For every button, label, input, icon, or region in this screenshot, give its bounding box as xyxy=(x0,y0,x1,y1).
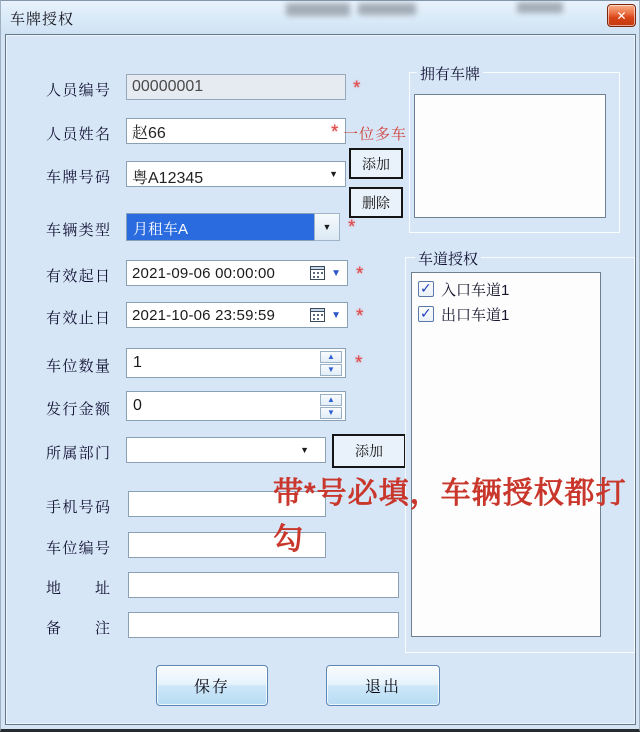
required-asterisk: * xyxy=(331,122,339,143)
valid-from-label: 有效起日 xyxy=(46,268,110,285)
lane-auth-listbox[interactable] xyxy=(411,272,601,637)
required-asterisk: * xyxy=(356,264,364,285)
remark-label: 备 注 xyxy=(46,620,110,637)
remark-input[interactable] xyxy=(128,612,399,638)
arrow-up-icon: ▲ xyxy=(327,395,335,404)
plate-number-combobox[interactable] xyxy=(126,161,346,187)
save-button[interactable]: 保存 xyxy=(156,665,268,706)
arrow-down-icon: ▼ xyxy=(327,408,335,417)
person-id-input[interactable] xyxy=(126,74,346,100)
required-asterisk: * xyxy=(355,353,363,374)
plate-number-value: 粤A12345 xyxy=(132,170,204,187)
plate-number-label: 车牌号码 xyxy=(46,169,110,186)
background-artifact xyxy=(358,3,416,15)
valid-from-value: 2021-09-06 00:00:00 xyxy=(132,265,276,282)
owned-plates-listbox[interactable] xyxy=(414,94,606,218)
delete-plate-button[interactable]: 删除 xyxy=(349,187,403,218)
department-combobox[interactable] xyxy=(126,437,326,463)
vehicle-type-value: 月租车A xyxy=(133,221,189,238)
valid-to-label: 有效止日 xyxy=(46,310,110,327)
vehicle-type-combobox[interactable] xyxy=(126,213,314,241)
exit-button[interactable]: 退出 xyxy=(326,665,440,706)
add-department-button[interactable]: 添加 xyxy=(332,434,406,468)
required-asterisk: * xyxy=(353,78,361,99)
required-asterisk: * xyxy=(356,306,364,327)
person-id-label: 人员编号 xyxy=(46,82,110,99)
space-count-stepper[interactable] xyxy=(126,348,346,378)
chevron-down-icon[interactable]: ▼ xyxy=(331,310,341,321)
valid-to-datepicker[interactable] xyxy=(126,302,348,328)
add-plate-button[interactable]: 添加 xyxy=(349,148,403,179)
check-icon: ✓ xyxy=(420,280,432,296)
lane-auth-title: 车道授权 xyxy=(415,248,481,269)
spin-up-button[interactable] xyxy=(320,394,342,406)
titlebar[interactable] xyxy=(1,1,639,34)
close-icon: ✕ xyxy=(616,8,627,23)
valid-to-value: 2021-10-06 23:59:59 xyxy=(132,307,276,324)
spin-down-button[interactable] xyxy=(320,407,342,419)
calendar-icon[interactable] xyxy=(310,308,325,322)
address-label: 地 址 xyxy=(46,580,110,597)
lane-item-label: 出口车道1 xyxy=(441,306,510,324)
vehicle-type-dropdown-button[interactable] xyxy=(314,213,340,241)
mobile-label: 手机号码 xyxy=(46,499,110,516)
lane-item-label: 入口车道1 xyxy=(441,281,510,299)
space-count-label: 车位数量 xyxy=(46,358,110,375)
space-number-label: 车位编号 xyxy=(46,540,110,557)
lane-item[interactable] xyxy=(418,279,509,299)
background-artifact xyxy=(517,2,563,13)
checkbox-checked-icon[interactable] xyxy=(418,306,434,322)
valid-from-datepicker[interactable] xyxy=(126,260,348,286)
address-input[interactable] xyxy=(128,572,399,598)
owned-plates-title: 拥有车牌 xyxy=(417,63,483,84)
check-icon: ✓ xyxy=(420,305,432,321)
department-label: 所属部门 xyxy=(46,445,110,462)
window-title: 车牌授权 xyxy=(10,11,75,28)
chevron-down-icon[interactable]: ▼ xyxy=(300,445,309,455)
background-artifact xyxy=(286,3,350,16)
chevron-down-icon[interactable]: ▼ xyxy=(329,169,338,179)
space-count-value: 1 xyxy=(133,354,142,371)
calendar-icon[interactable] xyxy=(310,266,325,280)
required-note-annotation xyxy=(273,471,627,563)
chevron-down-icon: ▼ xyxy=(322,222,332,232)
vehicle-type-label: 车辆类型 xyxy=(46,222,110,239)
chevron-down-icon[interactable]: ▼ xyxy=(331,268,341,279)
required-note-line2: 勾 xyxy=(273,523,304,556)
required-asterisk: * xyxy=(348,217,356,238)
issue-amount-value: 0 xyxy=(133,397,142,414)
person-name-input[interactable] xyxy=(126,118,346,144)
checkbox-checked-icon[interactable] xyxy=(418,281,434,297)
issue-amount-stepper[interactable] xyxy=(126,391,346,421)
person-name-label: 人员姓名 xyxy=(46,126,110,143)
spin-down-button[interactable] xyxy=(320,364,342,376)
required-note-line1: 带*号必填，车辆授权都打 xyxy=(273,477,627,510)
arrow-down-icon: ▼ xyxy=(327,365,335,374)
close-button[interactable] xyxy=(607,4,636,27)
lane-item[interactable] xyxy=(418,304,509,324)
multi-car-annotation: 一位多车 xyxy=(343,126,408,143)
spin-up-button[interactable] xyxy=(320,351,342,363)
issue-amount-label: 发行金额 xyxy=(46,401,110,418)
arrow-up-icon: ▲ xyxy=(327,352,335,361)
